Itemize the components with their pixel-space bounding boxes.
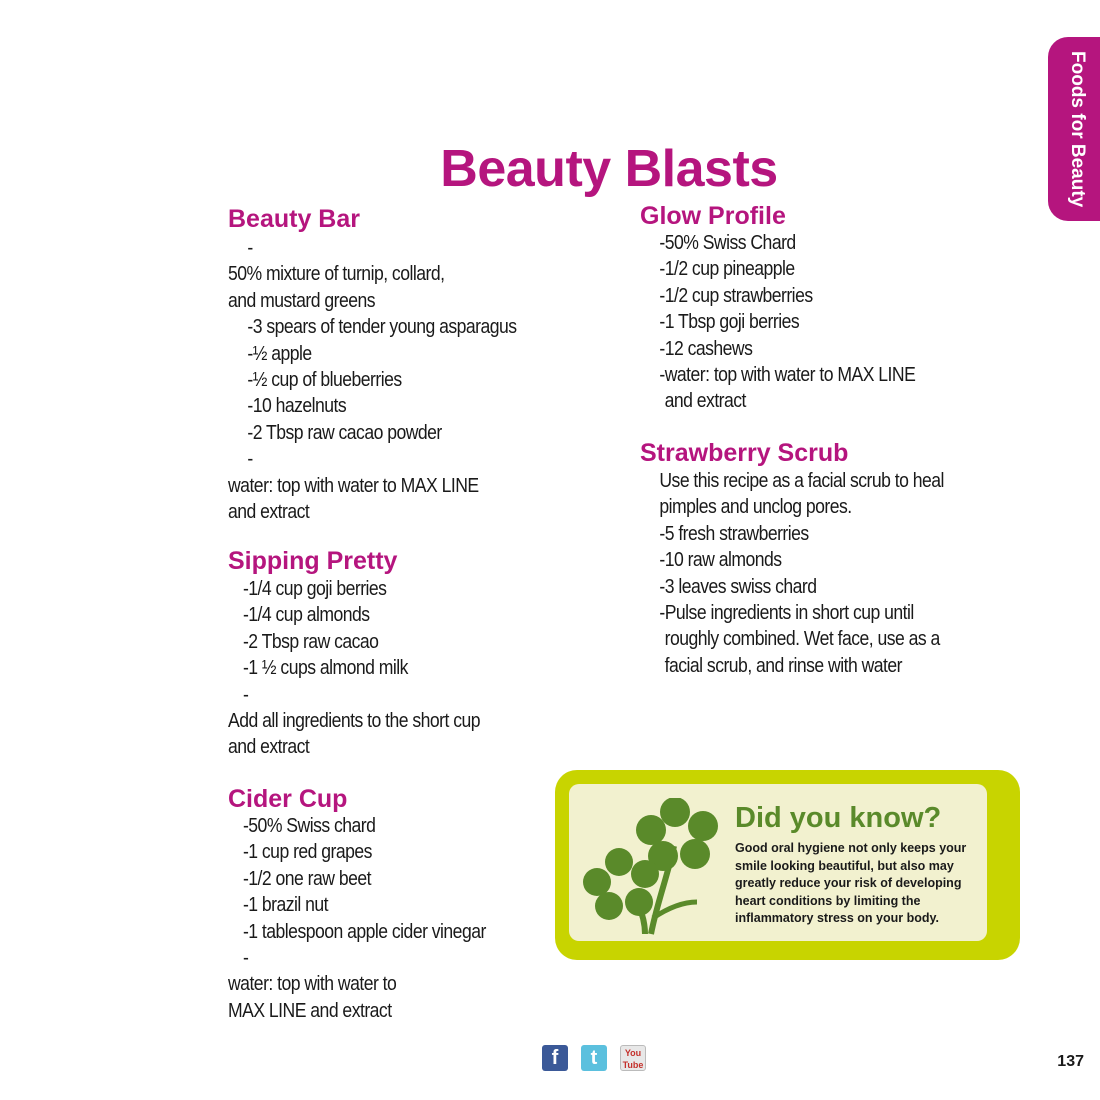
recipe-line: -1 brazil nut: [242, 894, 329, 917]
recipe-line: -½ cup of blueberries: [247, 369, 402, 392]
recipe-line: Use this recipe as a facial scrub to heal: [659, 470, 944, 492]
recipe-beauty-bar: [228, 205, 556, 525]
facebook-icon[interactable]: [542, 1045, 568, 1071]
recipe-strawberry-scrub: [640, 439, 985, 679]
recipe-line: -: [247, 237, 253, 259]
section-tab: [1048, 37, 1100, 221]
recipe-line: and mustard greens: [228, 289, 376, 312]
recipe-line: MAX LINE and extract: [228, 999, 392, 1022]
flower-icon: [579, 798, 729, 938]
youtube-icon[interactable]: [620, 1045, 646, 1071]
recipe-line: -12 cashews: [659, 337, 753, 360]
recipe-line: -: [242, 683, 249, 706]
recipe-glow-profile: [640, 202, 953, 415]
recipe-line: water: top with water to: [228, 973, 397, 996]
did-you-know-title: Did you know?: [735, 802, 942, 834]
recipe-line: 50% mixture of turnip, collard,: [228, 263, 445, 286]
recipe-line: -10 raw almonds: [659, 549, 782, 572]
recipe-heading: Beauty Bar: [228, 205, 360, 233]
section-tab-label: Foods for Beauty: [1067, 50, 1088, 208]
recipe-line: -3 spears of tender young asparagus: [247, 316, 517, 339]
did-you-know-panel: [569, 784, 987, 941]
twitter-icon[interactable]: [581, 1045, 607, 1071]
recipe-heading: Strawberry Scrub: [640, 439, 849, 467]
recipe-line: -1/2 cup pineapple: [659, 258, 795, 281]
recipe-line: -1 tablespoon apple cider vinegar: [242, 920, 486, 943]
recipe-heading: Sipping Pretty: [228, 547, 398, 575]
recipe-line: and extract: [664, 390, 746, 413]
recipe-line: -1/2 one raw beet: [242, 867, 371, 890]
page-title: Beauty Blasts: [440, 140, 778, 198]
recipe-sipping-pretty: [228, 547, 514, 761]
facebook-icon-label: f: [551, 1047, 559, 1069]
recipe-line: roughly combined. Wet face, use as a: [664, 628, 940, 651]
recipe-line: -50% Swiss chard: [242, 815, 376, 837]
page-number: 137: [1057, 1053, 1084, 1070]
recipe-line: -½ apple: [247, 342, 312, 365]
recipe-line: -1 Tbsp goji berries: [659, 311, 800, 334]
twitter-icon-label: t: [590, 1047, 598, 1069]
recipe-line: -10 hazelnuts: [247, 395, 347, 418]
recipe-line: -3 leaves swiss chard: [659, 575, 817, 598]
recipe-line: -1/4 cup almonds: [242, 604, 370, 627]
recipe-line: and extract: [228, 501, 310, 524]
recipe-line: -5 fresh strawberries: [659, 522, 809, 545]
recipe-line: -: [242, 947, 249, 970]
recipe-line: pimples and unclog pores.: [659, 496, 852, 519]
recipe-line: and extract: [228, 736, 310, 759]
recipe-line: -1/4 cup goji berries: [242, 578, 387, 600]
recipe-line: -: [247, 448, 253, 471]
recipe-line: Add all ingredients to the short cup: [228, 710, 481, 733]
recipe-line: -2 Tbsp raw cacao: [242, 630, 379, 653]
youtube-icon-label: You Tube: [622, 1048, 644, 1070]
recipe-line: water: top with water to MAX LINE: [228, 474, 479, 497]
recipe-line: -1/2 cup strawberries: [659, 284, 813, 307]
recipe-line: -1 cup red grapes: [242, 841, 372, 864]
did-you-know-text: Good oral hygiene not only keeps your smile looking beautiful, but also may greatly reduce your risk of developing heart conditions by limiting the inflammatory stress on your body.: [735, 841, 967, 925]
did-you-know-box: [555, 770, 1020, 960]
recipe-line: -1 ½ cups almond milk: [242, 657, 408, 680]
recipe-line: -water: top with water to MAX LINE: [659, 364, 916, 387]
recipe-line: -50% Swiss Chard: [659, 232, 796, 254]
recipe-heading: Glow Profile: [640, 202, 786, 230]
recipe-cider-cup: [228, 785, 521, 1024]
recipe-line: -Pulse ingredients in short cup until: [659, 602, 914, 625]
recipe-line: -2 Tbsp raw cacao powder: [247, 421, 442, 444]
recipe-line: facial scrub, and rinse with water: [664, 654, 903, 677]
recipe-heading: Cider Cup: [228, 785, 348, 813]
